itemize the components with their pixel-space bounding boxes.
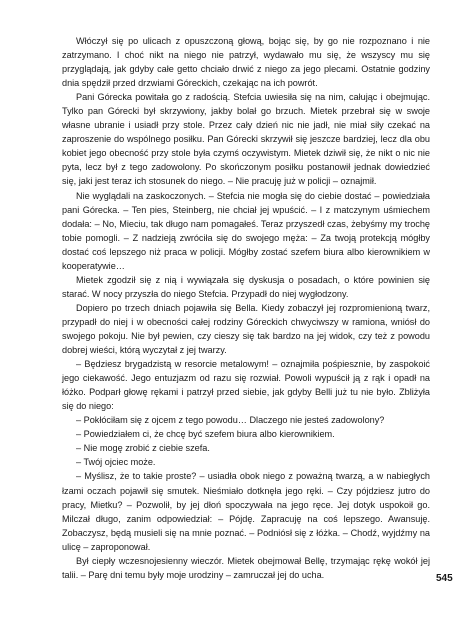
dialogue-line: – Powiedziałem ci, że chcę być szefem biura albo kierownikiem. [76,429,335,440]
page-number: 545 [436,573,453,584]
dialogue-line: – Twój ojciec może. [76,457,156,468]
paragraph: Dopiero po trzech dniach pojawiła się Bella. Kiedy zobaczył jej rozpromienioną twarz, przypadł do niej i w obecności całej rodziny Góreckich chwyciwszy w ramiona, wniósł do swojego pokoju. Nie był pewien, czy cieszy się tak bardzo na jej widok, czy też z powodu dobrej wieści, którą wyczytał z jej twarzy. [62,302,430,356]
paragraph: Pani Górecka powitała go z radością. Stefcia uwiesiła się na nim, całując i obejmując. Tylko pan Górecki był skrzywiony, jakby bolał go brzuch. Mietek przebrał się w swoje własne ubranie i usiadł przy stole. Przez cały dzień nic nie jadł, nie miał siły czekać na zaproszenie do wspólnego posiłku. Pan Górecki skrzywił się jeszcze bardziej, lecz dla obu kobiet jego obecność przy stole była czymś oczywistym. Mietek dziwił się, że nikt o nic nie pyta, lecz był z tego zadowolony. Po skończonym posiłku postanowił jednak dowiedzieć się, jaki jest teraz ich stosunek do niego. – Nie pracuję już w policji – oznajmił. [62,92,430,187]
paragraph: – Myślisz, że to takie proste? – usiadła obok niego z poważną twarzą, a w nabiegłych łzami oczach pojawił się smutek. Nieśmiało dotknęła jego ręki. – Czy pójdziesz jutro do pracy, Mietku? – Pozwolił, by jej dłoń spoczywała na jego ręce. Jej dotyk uspokoił go. Milczał długo, zanim odpowiedział: – Pójdę. Zapracuję na coś lepszego. Awansuję. Zobaczysz, będą musieli się na mnie poznać. – Podniósł się z łóżka. – Chodź, wyjdźmy na ulicę – zaproponował. [62,471,430,552]
paragraph: – Będziesz brygadzistą w resorcie metalowym! – oznajmiła pośpiesznie, by zaspokoić jego ciekawość. Jego entuzjazm od razu się rozwiał. Powoli wypuścił ją z rąk i opadł na łóżko. Podparł głowę rękami i patrzył przed siebie, jak gdyby Belli już tu nie było. Zbliżyła się do niego: [62,359,430,412]
paragraph: Mietek zgodził się z nią i wywiązała się dyskusja o posadach, o które powinien się starać. W nocy przyszła do niego Stefcia. Przypadł do niej wygłodzony. [62,274,430,299]
paragraph: Włóczył się po ulicach z opuszczoną głową, bojąc się, by go nie rozpoznano i nie zatrzymano. I choć nikt na niego nie patrzył, wydawało mu się, że wszyscy mu się przyglądają, jak gdyby całe getto chciało drwić z niego za jego plecami. Ostatnie godziny dnia spędził przed drzwiami Góreckich, czekając na ich powrót. [62,36,430,89]
paragraph: Nie wyglądali na zaskoczonych. – Stefcia nie mogła się do ciebie dostać – powiedziała pani Górecka. – Ten pies, Steinberg, nie chciał jej wpuścić. – I z matczynym uśmiechem dodała: – No, Mieciu, tak długo nam pomagałeś. Teraz przyszedł czas, żebyśmy my trochę tobie pomogli. – Z nadzieją zwróciła się do swojego męża: – Za twoją protekcją mógłby dostać coś lepszego niż praca w policji. Mógłby zostać szefem biura albo kierownikiem w kooperatywie… [62,190,430,271]
dialogue-line: – Nie mogę zrobić z ciebie szefa. [76,443,210,454]
page-body [62,34,430,582]
paragraph: Był ciepły wczesnojesienny wieczór. Mietek obejmował Bellę, trzymając rękę wokół jej talii. – Parę dni temu były moje urodziny – zamruczał jej do ucha. [62,555,430,580]
dialogue-line: – Pokłóciłam się z ojcem z tego powodu… Dlaczego nie jesteś zadowolony? [76,415,385,426]
